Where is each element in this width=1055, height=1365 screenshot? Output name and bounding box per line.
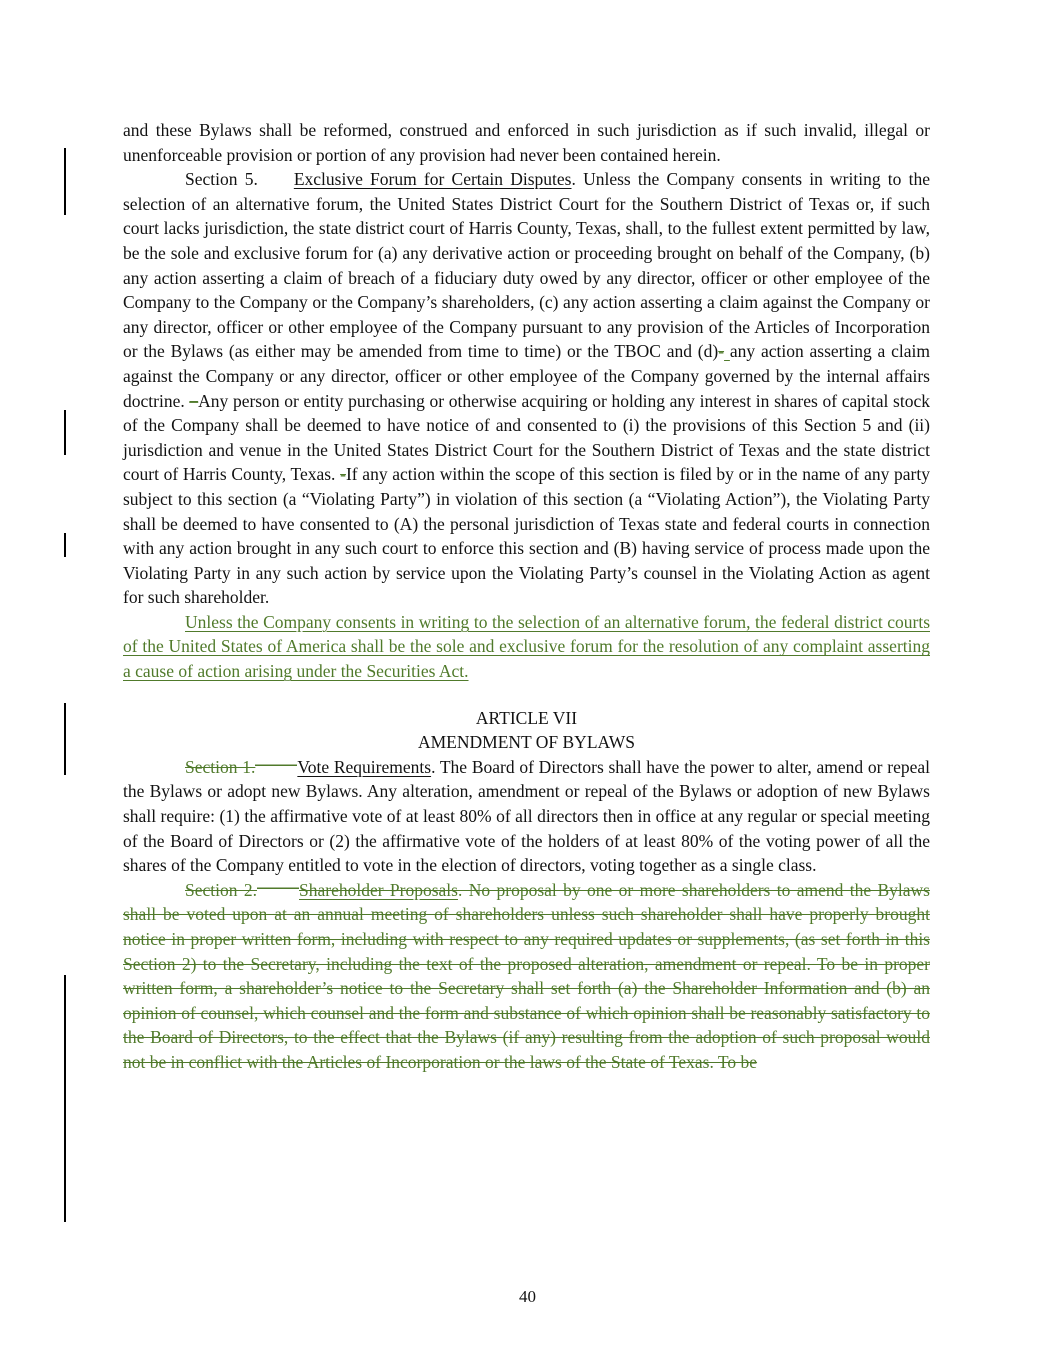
page-number: 40 xyxy=(519,1287,536,1306)
section5-body-2: any action asserting a claim against the Company or any director, officer or other employee of the Company governed by the internal affairs doctrine. xyxy=(123,341,931,411)
change-bar xyxy=(64,410,66,455)
section2-body: . No proposal by one or more shareholders to amend the Bylaws shall be voted upon at an annual meeting of shareholders unless such shareholder shall have properly brought notice in proper written form, including with respect to any required updates or supplements, (as set forth in this Section 2) to the Secretary, including the text of the proposed alteration, amendment or repeal. To be in proper written form, a shareholder’s notice to the Secretary shall set forth (a) the Shareholder Information and (b) an opinion of counsel, which counsel and the form and substance of which opinion shall be reasonably satisfactory to the Board of Directors, to the effect that the Bylaws (if any) resulting from the adoption of such proposal would not be in conflict with the Articles of Incorporation or the laws of the State of Texas. To be xyxy=(123,879,930,1072)
section5-paragraph xyxy=(123,167,930,610)
article-heading-line1: ARTICLE VII xyxy=(475,707,578,728)
deleted-character-mark: - xyxy=(718,341,725,362)
deleted-character-mark: – xyxy=(189,390,199,411)
deleted-tab-mark xyxy=(257,881,299,896)
section5-body-4: If any action within the scope of this section is filed by or in the name of any party subject to this section (a “Violating Party”) in violation of this section (a “Violating Action”), the Violating Party shall be deemed to have consented to (A) the personal jurisdiction of Texas state and federal courts in connection with any action brought in any such court to enforce this section and (B) having service of process made upon the Violating Party in any such action by service upon the Violating Party’s counsel in the Violating Action as agent for such shareholder. xyxy=(123,464,930,608)
change-bar xyxy=(64,975,66,1222)
section1-body: . The Board of Directors shall have the power to alter, amend or repeal the Bylaws or adopt new Bylaws. Any alteration, amendment or repeal of the Bylaws or adoption of new Bylaws shall require: (1) the affirmative vote of at least 80% of all directors then in office at any regular or special meeting of the Board of Directors or (2) the affirmative vote of the holders of at least 80% of the voting power of all the shares of the Company entitled to vote in the election of directors, voting together as a single class. xyxy=(123,756,930,876)
deleted-tab-mark xyxy=(255,758,297,773)
section5-heading: Exclusive Forum for Certain Disputes xyxy=(293,169,572,190)
section2-heading: Shareholder Proposals xyxy=(299,879,458,900)
change-bar xyxy=(64,703,66,775)
deleted-character-mark: - xyxy=(340,464,346,485)
continuation-text: and these Bylaws shall be reformed, construed and enforced in such jurisdiction as if such invalid, illegal or unenforceable provision or portion of any provision had never been contained herein. xyxy=(123,120,930,165)
section1-deleted-label: Section 1. xyxy=(185,756,256,777)
inserted-forum-paragraph: Unless the Company consents in writing to the selection of an alternative forum, the federal district courts of the United States of America shall be the sole and exclusive forum for the resolution of any complaint asserting a cause of action arising under the Securities Act. xyxy=(123,611,930,682)
article-heading xyxy=(123,706,930,755)
section2-label: Section 2. xyxy=(185,879,257,900)
change-bar xyxy=(64,148,66,215)
section5-body-3: Any person or entity purchasing or otherwise acquiring or holding any interest in shares of capital stock of the Company shall be deemed to have notice of and consented to (i) the provisions of this Section 5 and (ii) jurisdiction and venue in the United States District Court for the Southern District of Texas and the state district court of Harris County, Texas. xyxy=(123,390,930,485)
section1-heading: Vote Requirements xyxy=(297,756,432,777)
continuation-paragraph xyxy=(123,118,930,167)
section1-paragraph xyxy=(123,755,930,878)
section5-label: Section 5. xyxy=(185,169,258,190)
text-block xyxy=(123,118,930,1075)
change-bar xyxy=(64,533,66,557)
article-heading-line2: AMENDMENT OF BYLAWS xyxy=(417,732,636,753)
section5-body-1: . Unless the Company consents in writing to the selection of an alternative forum, the United States District Court for the Southern District of Texas or, if such court lacks jurisdiction, the state district court of Harris County, Texas, shall, to the fullest extent permitted by law, be the sole and exclusive forum for (a) any derivative action or proceeding brought on behalf of the Company, (b) any action asserting a claim of breach of a fiduciary duty owed by any director, officer or other employee of the Company to the Company or the Company’s shareholders, (c) any action asserting a claim against the Company or any director, officer or other employee of the Company pursuant to any provision of the Articles of Incorporation or the Bylaws (as either may be amended from time to time) or the TBOC and (d) xyxy=(123,169,930,362)
section2-deleted-paragraph xyxy=(123,878,930,1075)
